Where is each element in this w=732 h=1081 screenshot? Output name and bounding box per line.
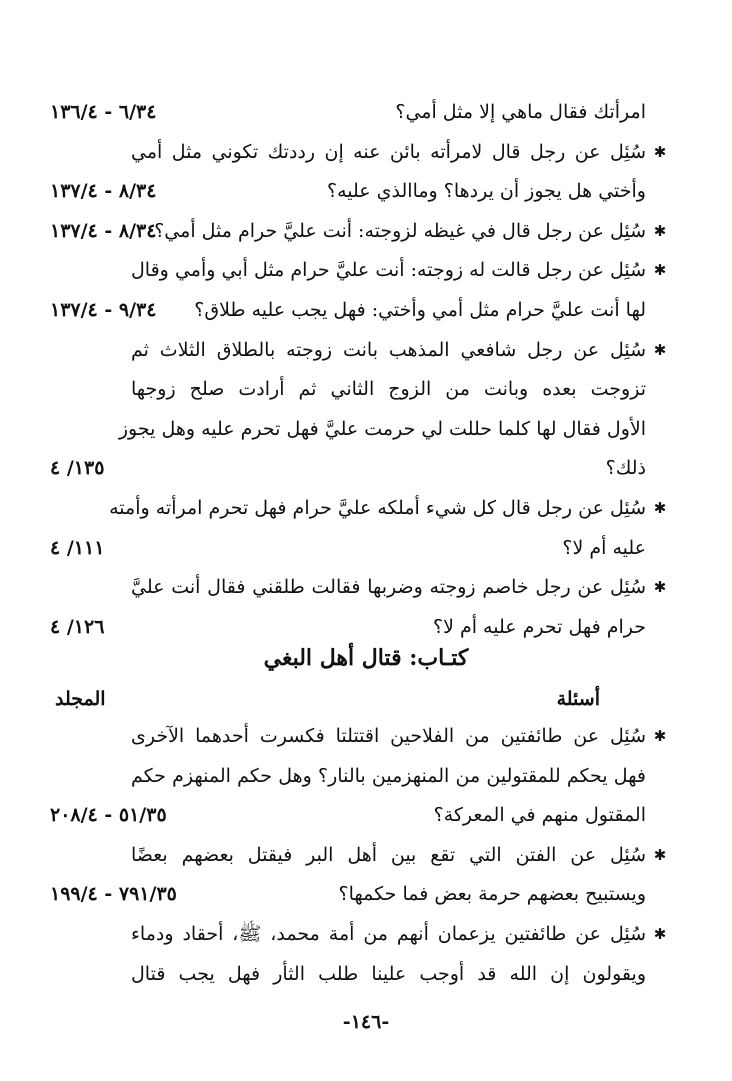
entry-line xyxy=(0,407,732,451)
question-text: سُئِل عن رجل قال كل شيء أملكه عليَّ حرام فهل تحرم امرأته وأمته xyxy=(109,497,646,519)
entry-line xyxy=(0,209,732,253)
entry-line xyxy=(0,288,732,332)
entry-line xyxy=(0,714,732,758)
entry-line xyxy=(0,952,732,996)
entry-line xyxy=(0,328,732,372)
entry-line xyxy=(0,912,732,956)
column-header-questions: أسئلة xyxy=(556,688,600,710)
question-text: سُئِل عن رجل قالت له زوجته: أنت عليَّ حرام مثل أبي وأمي وقال xyxy=(131,259,646,282)
entry-line xyxy=(0,248,732,292)
volume-reference: ٧٩١/٣٥ - ١٩٩/٤ xyxy=(50,883,177,906)
entry-line xyxy=(0,446,732,490)
asterisk-icon: ✱ xyxy=(653,499,667,517)
column-header-volume: المجلد xyxy=(55,688,106,710)
entry-line xyxy=(0,130,732,174)
entry-line xyxy=(0,605,732,649)
question-text: الأول فقال لها كلما حللت لي حرمت عليَّ فهل تحرم عليه وهل يجوز xyxy=(118,417,646,440)
entry-line xyxy=(0,754,732,798)
entry-line xyxy=(0,90,732,134)
question-text: تزوجت بعده وبانت من الزوج الثاني ثم أرادت صلح زوجها xyxy=(131,378,646,401)
question-text: سُئِل عن رجل شافعي المذهب بانت زوجته بالطلاق الثلاث ثم xyxy=(131,338,646,361)
volume-reference: ١٣٥/ ٤ xyxy=(50,457,105,480)
asterisk-icon: ✱ xyxy=(653,845,667,864)
question-text: ويستبيح بعضهم حرمة بعض فما حكمها؟ xyxy=(338,883,646,906)
entry-line xyxy=(0,526,732,570)
asterisk-icon: ✱ xyxy=(653,340,667,359)
asterisk-icon: ✱ xyxy=(653,727,667,745)
question-text: امرأتك فقال ماهي إلا مثل أمي؟ xyxy=(395,101,646,123)
question-text: سُئِل عن رجل قال لامرأته بائن عنه إن رددتك تكوني مثل أمي xyxy=(131,140,646,163)
volume-reference: ٦/٣٤ - ١٣٦/٤ xyxy=(50,101,157,123)
entry-line xyxy=(0,486,732,530)
question-text: ويقولون إن الله قد أوجب علينا طلب الثأر فهل يجب قتال xyxy=(131,962,646,985)
asterisk-icon: ✱ xyxy=(653,142,667,161)
volume-reference: ٨/٣٤ - ١٣٧/٤ xyxy=(50,180,157,203)
question-text: حرام فهل تحرم عليه أم لا؟ xyxy=(432,615,646,638)
entry-line xyxy=(0,872,732,916)
entry-line xyxy=(0,367,732,411)
volume-reference: ١٢٦/ ٤ xyxy=(50,615,105,638)
question-text: لها أنت عليَّ حرام مثل أمي وأختي: فهل يجب عليه طلاق؟ xyxy=(194,299,646,321)
volume-reference: ٥١/٣٥ - ٢٠٨/٤ xyxy=(50,804,167,827)
entry-line xyxy=(0,169,732,213)
entry-line xyxy=(0,833,732,877)
asterisk-icon: ✱ xyxy=(653,578,667,597)
question-text: وأختي هل يجوز أن يردها؟ وماالذي عليه؟ xyxy=(326,180,646,203)
question-text: عليه أم لا؟ xyxy=(562,536,646,559)
entry-line xyxy=(0,565,732,609)
question-text: سُئِل عن الفتن التي تقع بين أهل البر فيقتل بعضهم بعضًا xyxy=(131,843,646,866)
question-text: ذلك؟ xyxy=(605,457,646,480)
question-text: فهل يحكم للمقتولين من المنهزمين بالنار؟ وهل حكم المنهزم حكم xyxy=(131,764,646,787)
asterisk-icon: ✱ xyxy=(653,261,667,280)
question-text: المقتول منهم في المعركة؟ xyxy=(433,804,646,827)
volume-reference: ٩/٣٤ - ١٣٧/٤ xyxy=(50,299,157,321)
question-text: سُئِل عن رجل قال في غيظه لزوجته: أنت عليَّ حرام مثل أمي؟ xyxy=(154,219,646,242)
asterisk-icon: ✱ xyxy=(653,925,667,943)
asterisk-icon: ✱ xyxy=(653,221,667,240)
question-text: سُئِل عن طائفتين من الفلاحين اقتتلتا فكسرت أحدهما الآخرى xyxy=(131,725,646,747)
page-number: -١٤٦- xyxy=(342,1011,390,1033)
volume-reference: ٨/٣٤ - ١٣٧/٤ xyxy=(50,219,157,242)
section-title: كتـاب: قتال أهل البغي xyxy=(263,645,469,671)
volume-reference: ١١١/ ٤ xyxy=(50,536,105,559)
question-text: سُئِل عن طائفتين يزعمان أنهم من أمة محمد، ﷺ، أحقاد ودماء xyxy=(131,923,646,945)
entry-line xyxy=(0,793,732,837)
question-text: سُئِل عن رجل خاصم زوجته وضربها فقالت طلقني فقال أنت عليَّ xyxy=(131,576,646,599)
